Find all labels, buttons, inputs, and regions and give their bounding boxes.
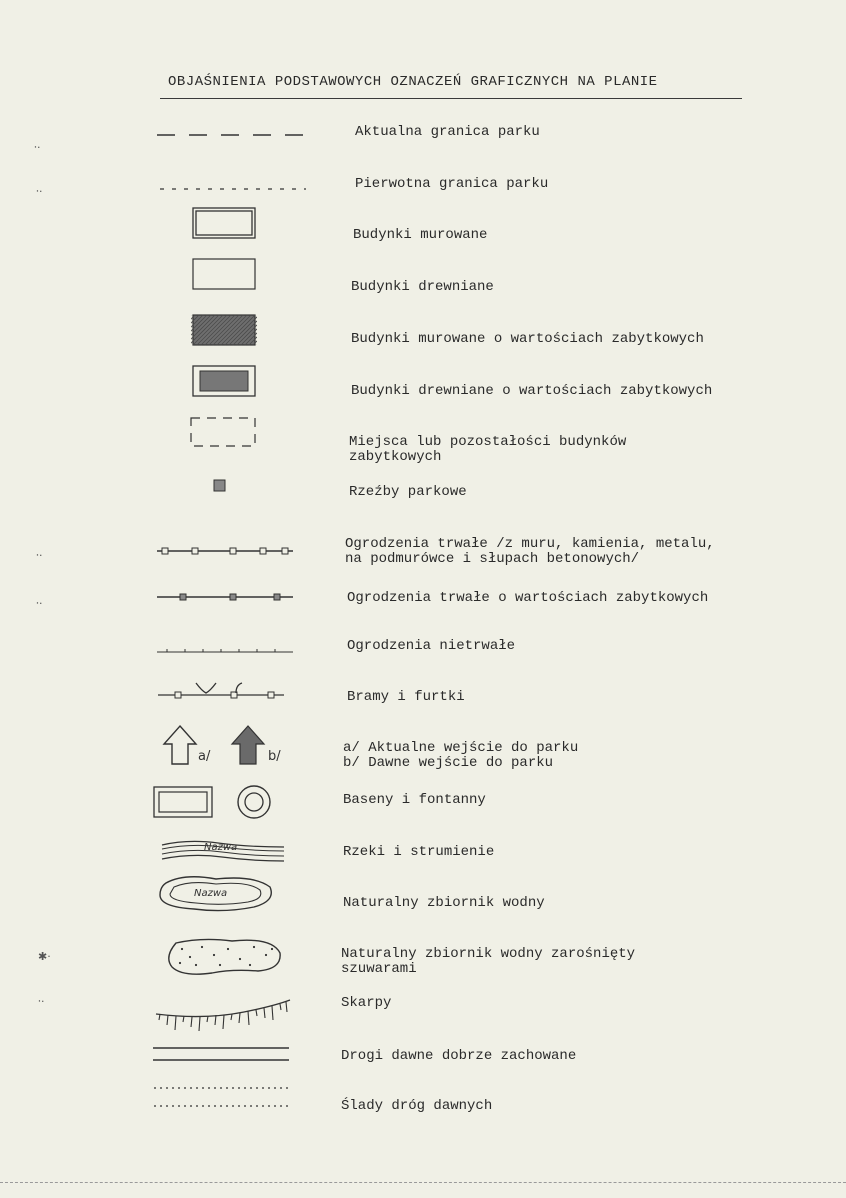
legend-label: Budynki murowane [353, 227, 488, 243]
legend-label: Bramy i furtki [347, 689, 465, 705]
legend-label: Baseny i fontanny [343, 792, 486, 808]
double-rectangle-icon [191, 206, 257, 245]
margin-mark: ⸱· [36, 185, 43, 198]
pond-name-text: Nazwa [194, 888, 228, 899]
margin-mark: ✱· [38, 950, 51, 963]
legend-label: Aktualna granica parku [355, 124, 540, 140]
margin-mark: ⸱· [34, 141, 41, 154]
legend-label: Rzeźby parkowe [349, 484, 467, 500]
dotted-road-icon [152, 1084, 292, 1115]
legend-label: a/ Aktualne wejście do parku [343, 740, 579, 756]
legend-label-continuation: szuwarami [341, 961, 417, 977]
framed-hatched-rectangle-icon [191, 364, 257, 403]
legend-label: Budynki murowane o wartościach zabytkowych [351, 331, 704, 347]
legend-label-continuation: na podmurówce i słupach betonowych/ [345, 551, 640, 567]
river-name-text: Nazwa [204, 842, 238, 853]
legend-label: Naturalny zbiornik wodny [343, 895, 545, 911]
margin-mark: ⸱· [36, 597, 43, 610]
legend-label: Miejsca lub pozostałości budynków [349, 434, 627, 450]
legend-label: Ogrodzenia trwałe o wartościach zabytkowych [347, 590, 709, 606]
light-fence-icon [155, 643, 295, 661]
fence-marked-posts-icon [155, 590, 295, 609]
legend-label: Ogrodzenia nietrwałe [347, 638, 516, 654]
gate-icon [156, 679, 286, 708]
arrow-label-a: a/ [198, 749, 211, 764]
dashed-rectangle-icon [189, 416, 259, 453]
legend-label: Skarpy [341, 995, 392, 1011]
legend-label: Ślady dróg dawnych [341, 1098, 493, 1114]
overgrown-pond-icon [162, 935, 286, 982]
pool-fountain-icon [152, 783, 292, 828]
fence-posts-icon [155, 544, 295, 563]
hatched-rectangle-icon [191, 313, 257, 352]
legend-label: Naturalny zbiornik wodny zarośnięty [341, 946, 636, 962]
small-square-icon [213, 479, 227, 498]
arrow-label-b: b/ [268, 749, 281, 764]
pond-icon [154, 871, 278, 920]
escarpment-icon [154, 998, 294, 1043]
legend-label: Rzeki i strumienie [343, 844, 495, 860]
entrance-arrows-icon [160, 724, 290, 775]
legend-label: Budynki drewniane [351, 279, 494, 295]
legend-label: Ogrodzenia trwałe /z muru, kamienia, metalu, [345, 536, 715, 552]
double-line-road-icon [151, 1044, 291, 1069]
page-bottom-rule [0, 1182, 846, 1183]
dotted-line-icon [158, 181, 308, 199]
legend-label: Budynki drewniane o wartościach zabytkowych [351, 383, 713, 399]
margin-mark: ⸱· [38, 995, 45, 1008]
river-icon [158, 835, 288, 870]
rectangle-icon [191, 257, 257, 296]
page-title: OBJAŚNIENIA PODSTAWOWYCH OZNACZEŃ GRAFICZNYCH NA PLANIE [168, 74, 658, 90]
legend-label: Drogi dawne dobrze zachowane [341, 1048, 577, 1064]
margin-mark: ⸱· [36, 549, 43, 562]
legend-label-continuation: zabytkowych [349, 449, 442, 465]
legend-label-continuation: b/ Dawne wejście do parku [343, 755, 554, 771]
legend-label: Pierwotna granica parku [355, 176, 549, 192]
dashed-line-icon [155, 127, 315, 145]
